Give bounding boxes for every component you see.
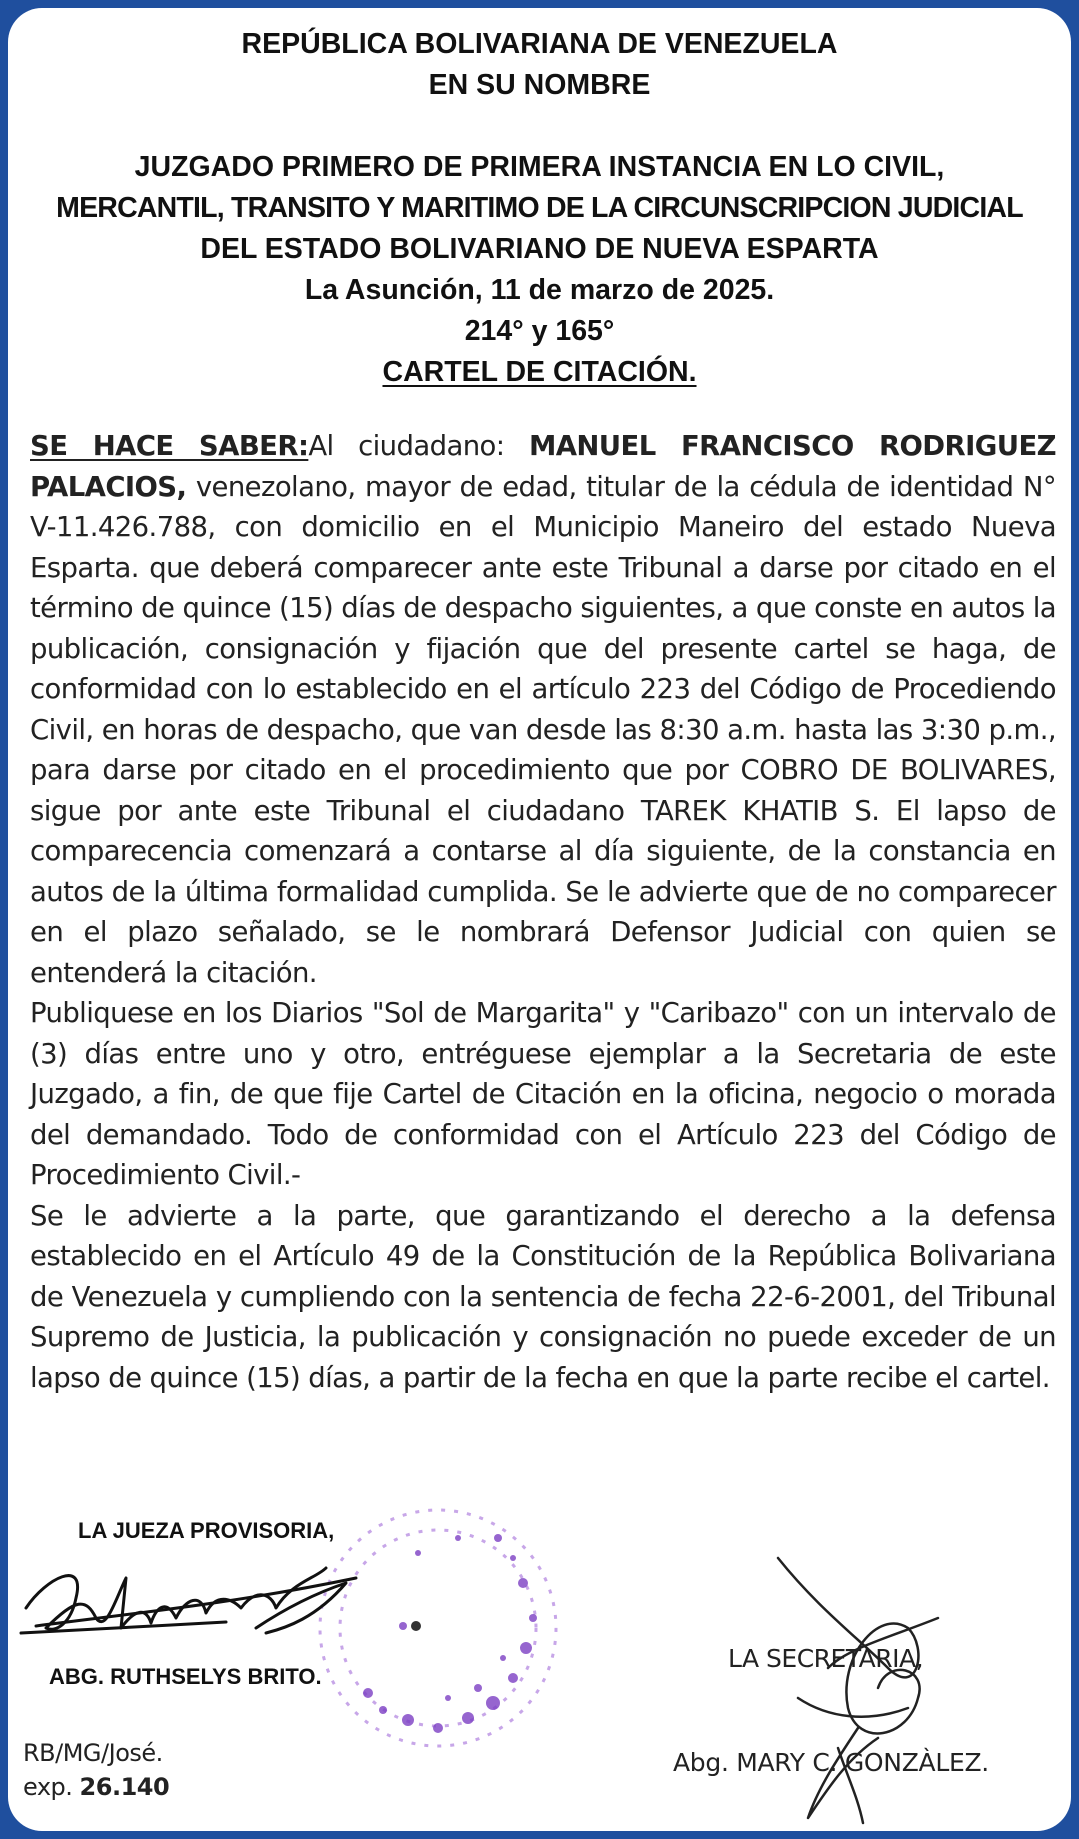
document-header <box>8 24 1071 393</box>
court-name-line-3: DEL ESTADO BOLIVARIANO DE NUEVA ESPARTA <box>200 233 879 265</box>
place-date: La Asunción, 11 de marzo de 2025. <box>304 274 775 306</box>
secretary-name: Abg. MARY C. GONZÀLEZ. <box>673 1748 989 1777</box>
document-title: CARTEL DE CITACIÓN. <box>382 356 697 388</box>
paragraph-citation <box>30 426 1056 993</box>
initials: RB/MG/José. <box>23 1739 163 1767</box>
judge-name: ABG. RUTHSELYS BRITO. <box>49 1664 322 1689</box>
expedient-number <box>23 1770 169 1804</box>
citation-text: venezolano, mayor de edad, titular de la cédula de identidad N° V-11.426.788, con domicilio en el Municipio Maneiro del estado Nueva Esparta. que deberá comparecer ante este Tribunal a darse por citado en el término de quince (15) días de despacho siguientes, a que conste en autos la publicación, consignación y fijación que del presente cartel se haga, de conformidad con lo establecido en el artículo 223 del Código de Procediendo Civil, en horas de despacho, que van desde las 8:30 a.m. hasta las 3:30 p.m., para darse por citado en el procedimiento que por COBRO DE BOLIVARES, sigue por ante este Tribunal el ciudadano TAREK KHATIB S. El lapso de comparecencia comenzará a contarse al día siguiente, de la constancia en autos de la última formalidad cumplida. Se le advierte que de no comparecer en el plazo señalado, se le nombrará Defensor Judicial con quien se entenderá la citación. <box>30 470 1056 989</box>
judge-signature-icon <box>16 1538 386 1658</box>
court-name-line-2: MERCANTIL, TRANSITO Y MARITIMO DE LA CIRCUNSCRIPCION JUDICIAL <box>56 192 1023 224</box>
secretary-title: LA SECRETARIA, <box>728 1644 924 1673</box>
paragraph-warning: Se le advierte a la parte, que garantizando el derecho a la defensa establecido en el Artículo 49 de la Constitución de la República Bolivariana de Venezuela y cumpliendo con la sentencia de fecha 22-6-2001, del Tribunal Supremo de Justicia, la publicación y consignación no puede exceder de un lapso de quince (15) días, a partir de la fecha en que la parte recibe el cartel. <box>30 1199 1056 1394</box>
expedient-label: exp. <box>23 1773 80 1801</box>
in-name-heading: EN SU NOMBRE <box>428 69 651 101</box>
republic-heading: REPÚBLICA BOLIVARIANA DE VENEZUELA <box>241 28 838 60</box>
cited-person: MANUEL FRANCISCO RODRIGUEZ PALACIOS, <box>30 430 1056 503</box>
document-page <box>8 8 1071 1831</box>
lead-phrase: SE HACE SABER: <box>30 430 309 462</box>
years-line: 214° y 165° <box>464 315 615 347</box>
judge-title: LA JUEZA PROVISORIA, <box>78 1518 335 1543</box>
paragraph-publication: Publiquese en los Diarios "Sol de Margarita" y "Caribazo" con un intervalo de (3) días entre uno y otro, entréguese ejemplar a la Secretaria de este Juzgado, a fin, de que fije Cartel de Citación en la oficina, negocio o morada del demandado. Todo de conformidad con el Artículo 223 del Código de Procedimiento Civil.- <box>30 997 1056 1191</box>
secretary-signature-icon <box>738 1548 988 1828</box>
expedient-value: 26.140 <box>79 1773 170 1801</box>
document-body <box>30 426 1056 1398</box>
file-reference <box>23 1736 169 1804</box>
citation-intro: Al ciudadano: <box>308 430 529 462</box>
court-name-line-1: JUZGADO PRIMERO DE PRIMERA INSTANCIA EN LO CIVIL, <box>134 151 945 183</box>
